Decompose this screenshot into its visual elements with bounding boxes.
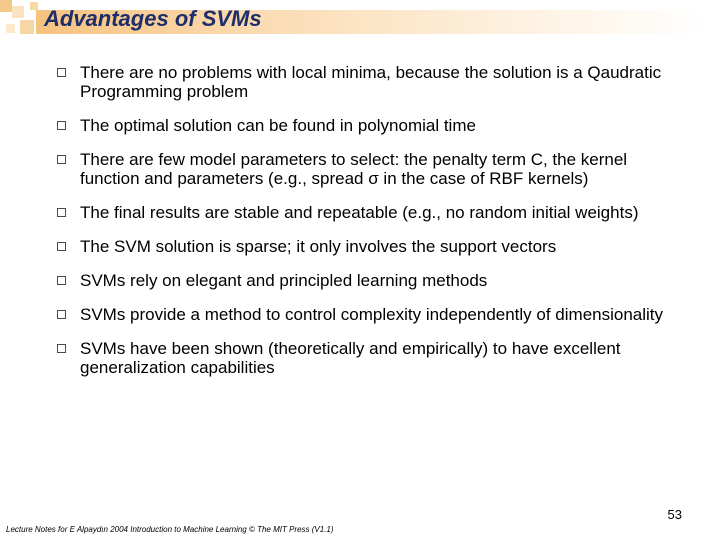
bullet-item — [52, 63, 682, 101]
bullet-text: SVMs have been shown (theoretically and empirically) to have excellent generalization capabilities — [80, 339, 621, 377]
hollow-square-bullet-icon — [57, 155, 66, 164]
hollow-square-bullet-icon — [57, 344, 66, 353]
hollow-square-bullet-icon — [57, 310, 66, 319]
bullet-text: SVMs provide a method to control complexity independently of dimensionality — [80, 305, 664, 324]
footer-citation: Lecture Notes for E Alpaydın 2004 Introduction to Machine Learning © The MIT Press (V1.1) — [6, 525, 334, 534]
bullet-item — [52, 305, 682, 324]
bullet-text: There are no problems with local minima, because the solution is a Qaudratic Programming problem — [80, 63, 662, 101]
decorative-square — [20, 20, 34, 34]
hollow-square-bullet-icon — [57, 68, 66, 77]
bullet-text: The final results are stable and repeatable (e.g., no random initial weights) — [80, 203, 639, 222]
decorative-square — [0, 0, 12, 12]
decorative-square — [12, 6, 24, 18]
hollow-square-bullet-icon — [57, 208, 66, 217]
bullet-item — [52, 116, 682, 135]
hollow-square-bullet-icon — [57, 276, 66, 285]
decorative-square — [6, 24, 15, 33]
slide-title: Advantages of SVMs — [44, 6, 262, 31]
bullet-item — [52, 271, 682, 290]
decorative-square — [30, 2, 38, 10]
bullet-item — [52, 339, 682, 377]
bullet-text: The optimal solution can be found in polynomial time — [80, 116, 476, 135]
bullet-text: The SVM solution is sparse; it only involves the support vectors — [80, 237, 557, 256]
bullet-text: There are few model parameters to select: the penalty term C, the kernel function and parameters (e.g., spread σ in the case of RBF kernels) — [80, 150, 628, 188]
bullet-item — [52, 150, 682, 188]
bullet-list — [52, 63, 682, 392]
hollow-square-bullet-icon — [57, 121, 66, 130]
hollow-square-bullet-icon — [57, 242, 66, 251]
bullet-item — [52, 237, 682, 256]
page-number: 53 — [667, 507, 682, 522]
bullet-item — [52, 203, 682, 222]
bullet-text: SVMs rely on elegant and principled learning methods — [80, 271, 488, 290]
